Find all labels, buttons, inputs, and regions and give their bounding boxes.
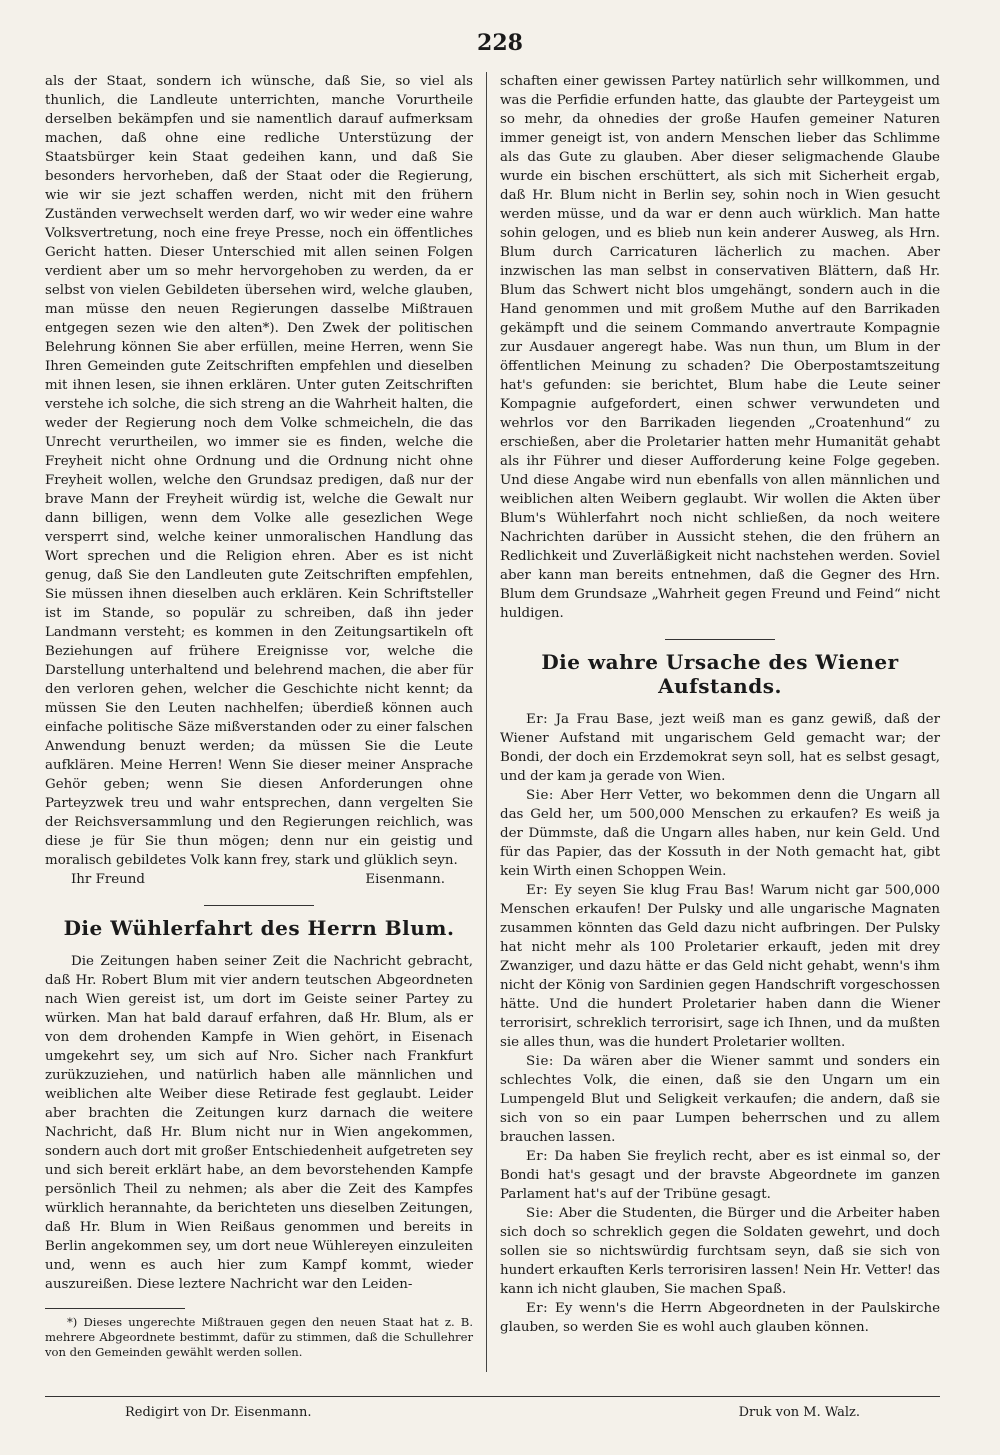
section-separator — [665, 639, 775, 640]
dialogue-line — [500, 786, 940, 881]
speaker-label: Sie: — [526, 788, 554, 803]
footer-printer: Druk von M. Walz. — [738, 1405, 860, 1420]
speaker-label: Sie: — [526, 1054, 554, 1069]
dialogue-line — [500, 710, 940, 786]
dialogue-text: Ey seyen Sie klug Frau Bas! Warum nicht gar 500,000 Menschen erkaufen! Der Pulsky und alle ungarische Magnaten zusammen könnten das Geld dazu nicht aufbringen. Der Pulsky hat nicht mehr als 100 Proletarier erkauft, jeden mit drey Zwanziger, und dazu hätte er das Geld nicht gehabt, wenn's ihm nicht der König von Sardinien gegen Handschrift vorgeschossen hätte. Und die hundert Proletarier haben dann die Wiener terrorisirt, schreklich terrorisirt, sage ich Ihnen, und da mußten sie alles thun, was die hundert Proletarier wollten. — [500, 883, 940, 1050]
page-footer — [45, 1396, 940, 1420]
article-title-wiener-aufstand: Die wahre Ursache des Wiener Aufstands. — [541, 650, 899, 698]
dialogue-line — [500, 1204, 940, 1299]
signature-greeting: Ihr Freund — [71, 872, 146, 887]
footnote-text: *) Dieses ungerechte Mißtrauen gegen den neuen Staat hat z. B. mehrere Abgeordnete bestimmt, dafür zu stimmen, daß die Schullehrer von den Gemeinden gewählt werden sollen. — [45, 1315, 473, 1359]
section-separator — [204, 905, 314, 906]
speaker-label: Er: — [526, 1301, 549, 1316]
page-number: 228 — [477, 30, 523, 56]
left-continued-text: als der Staat, sondern ich wünsche, daß Sie, so viel als thunlich, die Landleute unterrichten, manche Vorurtheile derselben bekämpfen und sie namentlich darauf aufmerksam machen, daß ohne eine redliche Unterstüzung der Staatsbürger kein Staat gedeihen kann, und daß Sie besonders hervorheben, daß der Staat oder die Regierung, wie wir sie jezt schaffen werden, nicht mit den frühern Zuständen verwechselt werden darf, wo wir weder eine wahre Volksvertretung, noch eine freye Presse, noch ein öffentliches Gericht hatten. Dieser Unterschied mit allen seinen Folgen verdient aber um so mehr hervorgehoben zu werden, da er selbst von vielen Gebildeten übersehen wird, welche glauben, man müsse den neuen Regierungen dasselbe Mißtrauen entgegen sezen wie den alten*). Den Zwek der politischen Belehrung können Sie aber erfüllen, meine Herren, wenn Sie Ihren Gemeinden gute Zeitschriften empfehlen und dieselben mit ihnen lesen, sie ihnen erklären. Unter guten Zeitschriften verstehe ich solche, die sich streng an die Wahrheit halten, die weder der Regierung noch dem Volke schmeicheln, die das Unrecht verurtheilen, wo immer sie es finden, welche die Freyheit nicht ohne Ordnung und die Ordnung nicht ohne Freyheit wollen, welche den Grundsaz predigen, daß nur der brave Mann der Freyheit würdig ist, welche die Gewalt nur dann billigen, wenn dem Volke alle gesezlichen Wege versperrt sind, welche keiner unmoralischen Handlung das Wort sprechen und die Religion ehren. Aber es ist nicht genug, daß Sie den Landleuten gute Zeitschriften empfehlen, Sie müssen ihnen dieselben auch erklären. Kein Schriftsteller ist im Stande, so populär zu schreiben, daß ihn jeder Landmann versteht; es kommen in den Zeitungsartikeln oft Beziehungen auf frühere Ereignisse vor, welche die Darstellung unterhaltend und belehrend machen, die aber für den verloren gehen, welcher die Geschichte nicht kennt; da müssen Sie den Leuten nachhelfen; überdieß können auch einfache politische Säze mißverstanden oder zu einer falschen Anwendung benuzt werden; da müssen Sie die Leute aufklären. Meine Herren! Wenn Sie dieser meiner Ansprache Gehör geben; wenn Sie diesen Anforderungen ohne Parteyzwek treu und wahr entsprechen, dann vergelten Sie der Reichsversammlung und den Regierungen reichlich, was diese je für Sie thun mögen; denn nur ein geistig und moralisch gebildetes Volk kann frey, stark und glüklich seyn. — [45, 74, 474, 868]
speaker-label: Er: — [526, 883, 549, 898]
dialogue — [500, 710, 940, 1337]
footnote-rule — [45, 1308, 185, 1309]
column-divider — [486, 72, 487, 1372]
footer-editor: Redigirt von Dr. Eisenmann. — [125, 1405, 312, 1420]
speaker-label: Sie: — [526, 1206, 554, 1221]
dialogue-line — [500, 1147, 940, 1204]
article-body-blum: Die Zeitungen haben seiner Zeit die Nachricht gebracht, daß Hr. Robert Blum mit vier andern teutschen Abgeordneten nach Wien gereist ist, um dort im Geiste seiner Partey zu würken. Man hat bald darauf erfahren, daß Hr. Blum, als er von dem drohenden Kampfe in Wien gehört, in Eisenach umgekehrt sey, um sich auf Nro. Sicher nach Frankfurt zurükzuziehen, und natürlich haben alle männlichen und weiblichen alte Weiber diese Retirade fest geglaubt. Leider aber brachten die Zeitungen kurz darnach die weitere Nachricht, daß Hr. Blum nicht nur in Wien angekommen, sondern auch dort mit großer Entschiedenheit aufgetreten sey und sich bereit erklärt habe, an dem bevorstehenden Kampfe persönlich Theil zu nehmen; als aber die Zeit des Kampfes würklich herannahte, da berichteten uns dieselben Zeitungen, daß Hr. Blum in Wien Reißaus genommen und bereits in Berlin angekommen sey, um dort neue Wühlereyen einzuleiten und, wenn es auch hier zum Kampf kommt, wieder auszureißen. Diese leztere Nachricht war den Leiden- — [45, 954, 473, 1292]
speaker-label: Er: — [526, 712, 549, 727]
speaker-label: Er: — [526, 1149, 549, 1164]
right-continued-text: schaften einer gewissen Partey natürlich sehr willkommen, und was die Perfidie erfunden hatte, das glaubte der Parteygeist um so mehr, da ohnedies der große Haufen gemeiner Naturen immer geneigt ist, von andern Menschen lieber das Schlimme als das Gute zu glauben. Aber dieser seligmachende Glaube wurde ein bischen erschüttert, als sich mit Sicherheit ergab, daß Hr. Blum nicht in Berlin sey, sohin noch in Wien gesucht werden müsse, und da war er denn auch würklich. Man hatte sohin gelogen, und es blieb nun kein anderer Ausweg, als Hrn. Blum durch Carricaturen lächerlich zu machen. Aber inzwischen las man selbst in conservativen Blättern, daß Hr. Blum das Schwert nicht blos umgehängt, sondern auch in die Hand genommen und mit großem Muthe auf den Barrikaden gekämpft und die seinem Commando anvertraute Kompagnie zur Ausdauer angeregt habe. Was nun thun, um Blum in der öffentlichen Meinung zu schaden? Die Oberpostamtszeitung hat's gefunden: sie berichtet, Blum habe die Leute seiner Kompagnie aufgefordert, einen schwer verwundeten und wehrlos vor den Barrikaden liegenden „Croatenhund“ zu erschießen, aber die Proletarier hatten mehr Humanität gehabt als ihr Führer und dieser Aufforderung keine Folge gegeben. Und diese Angabe wird nun ebenfalls von allen männlichen und weiblichen alten Weibern geglaubt. Wir wollen die Akten über Blum's Wühlerfahrt noch nicht schließen, da noch weitere Nachrichten darüber in Aussicht stehen, die den frühern an Redlichkeit und Zuverläßigkeit nicht nachstehen werden. Soviel aber kann man bereits entnehmen, daß die Gegner des Hrn. Blum dem Grundsaze „Wahrheit gegen Freund und Feind“ nicht huldigen. — [500, 74, 940, 621]
left-column — [45, 72, 473, 1360]
dialogue-text: Ja Frau Base, jezt weiß man es ganz gewiß, daß der Wiener Aufstand mit ungarischem Geld gemacht war; der Bondi, der doch ein Erzdemokrat seyn soll, hat es selbst gesagt, und der kam ja gerade von Wien. — [500, 712, 940, 784]
dialogue-text: Da wären aber die Wiener sammt und sonders ein schlechtes Volk, die einen, daß sie den Ungarn um ein Lumpengeld Blut und Seligkeit verkaufen; die andern, daß sie sich von so ein paar Lumpen beherrschen und zu allem brauchen lassen. — [500, 1054, 940, 1145]
dialogue-text: Aber Herr Vetter, wo bekommen denn die Ungarn all das Geld her, um 500,000 Menschen zu erkaufen? Es weiß ja der Dümmste, daß die Ungarn alles haben, nur kein Geld. Und für das Papier, das der Kossuth in der Noth gemacht hat, gibt kein Wirth einen Schoppen Wein. — [500, 788, 940, 879]
signature-name: Eisenmann. — [365, 872, 445, 887]
article-title-blum: Die Wühlerfahrt des Herrn Blum. — [63, 916, 455, 940]
letter-signature — [45, 870, 473, 889]
footnote — [45, 1315, 473, 1360]
dialogue-text: Da haben Sie freylich recht, aber es ist einmal so, der Bondi hat's gesagt und der bravste Abgeordnete im ganzen Parlament hat's auf der Tribüne gesagt. — [500, 1149, 940, 1202]
right-column — [500, 72, 940, 1337]
dialogue-line — [500, 1299, 940, 1337]
dialogue-text: Ey wenn's die Herrn Abgeordneten in der Paulskirche glauben, so werden Sie es wohl auch glauben können. — [500, 1301, 941, 1335]
dialogue-text: Aber die Studenten, die Bürger und die Arbeiter haben sich doch so schreklich gegen die Soldaten gewehrt, und doch sollen sie so nichtswürdig furchtsam seyn, daß sie sich von hundert erkauften Kerls terrorisiren lassen! Nein Hr. Vetter! das kann ich nicht glauben, Sie machen Spaß. — [500, 1206, 940, 1297]
dialogue-line — [500, 881, 940, 1052]
dialogue-line — [500, 1052, 940, 1147]
